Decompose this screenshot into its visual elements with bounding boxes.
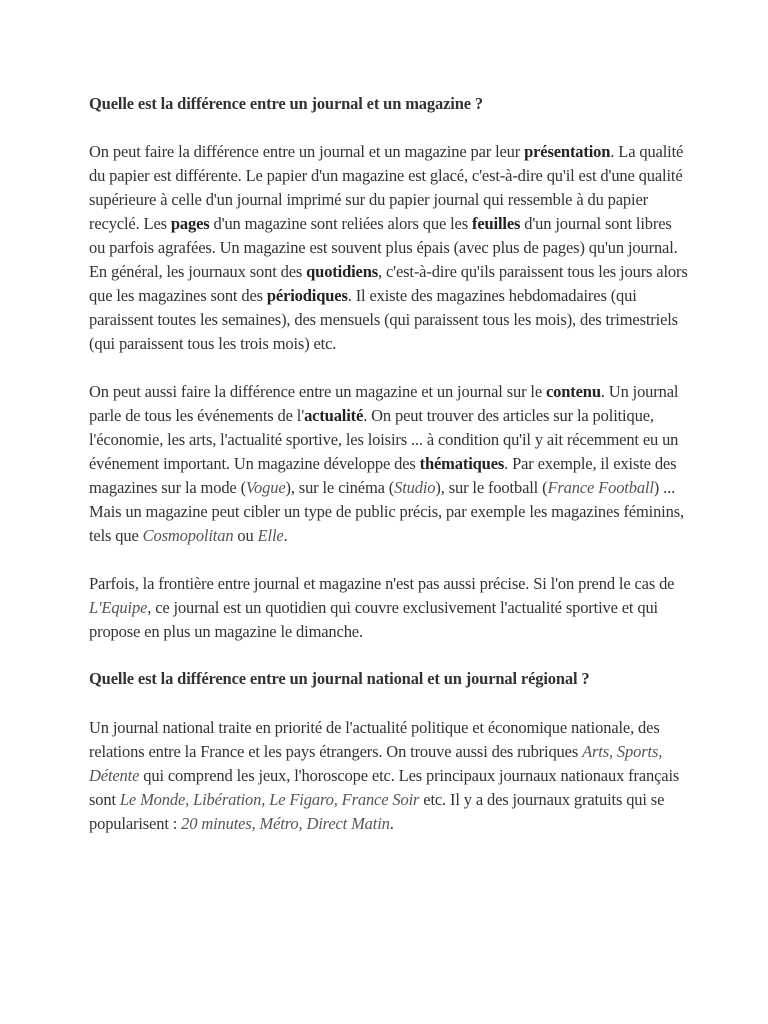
text-run: d'un journal sont libres ou parfois agrafées. Un magazine est souvent plus épais (avec plus de pages) qu'un journal. En général, les journaux sont des	[89, 214, 678, 281]
text-run: .	[389, 814, 394, 833]
text-run: . Il existe des magazines hebdomadaires (qui paraissent toutes les semaines), des mensuels (qui paraissent tous les mois), des trimestriels (qui paraissent tous les trois mois) etc.	[89, 286, 678, 353]
text-run: etc. Il y a des journaux gratuits qui se popularisent :	[89, 790, 665, 833]
italic-title: Studio	[394, 478, 436, 497]
text-run: . On peut trouver des articles sur la politique, l'économie, les arts, l'actualité sportive, les loisirs ... à condition qu'il y ait récemment eu un événement important. Un magazine développe des	[89, 406, 679, 473]
paragraph-journal-national	[89, 716, 689, 836]
italic-title: Elle	[257, 526, 284, 545]
italic-title: France Football	[547, 478, 654, 497]
bold-term: quotidiens	[306, 262, 379, 281]
text-run: . La qualité du papier est différente. Le papier d'un magazine est glacé, c'est-à-dire qu'il est d'une qualité supérieure à celle d'un journal imprimé sur du papier journal qui ressemble à du papier recyclé. Les	[89, 142, 684, 233]
bold-term: périodiques	[266, 286, 348, 305]
text-run: ), sur le cinéma (	[285, 478, 395, 497]
bold-term: feuilles	[471, 214, 521, 233]
text-run: On peut aussi faire la différence entre un magazine et un journal sur le	[89, 382, 546, 401]
text-run: Parfois, la frontière entre journal et magazine n'est pas aussi précise. Si l'on prend le cas de	[89, 574, 675, 593]
heading-national-vs-regional: Quelle est la différence entre un journal national et un journal régional ?	[89, 669, 590, 688]
heading-journal-vs-magazine: Quelle est la différence entre un journal et un magazine ?	[89, 94, 483, 113]
text-run: . Par exemple, il existe des magazines sur la mode (	[89, 454, 677, 497]
paragraph-frontiere	[89, 572, 689, 644]
text-run: ) ... Mais un magazine peut cibler un type de public précis, par exemple les magazines féminins, tels que	[89, 478, 684, 545]
bold-term: thématiques	[419, 454, 505, 473]
text-run: , c'est-à-dire qu'ils paraissent tous les jours alors que les magazines sont des	[89, 262, 688, 305]
bold-term: présentation	[524, 142, 611, 161]
document-body	[89, 92, 689, 836]
text-run: Un journal national traite en priorité de l'actualité politique et économique nationale, des relations entre la France et les pays étrangers. On trouve aussi des rubriques	[89, 718, 660, 761]
italic-title: Cosmopolitan	[142, 526, 234, 545]
paragraph-presentation	[89, 140, 689, 356]
text-run: ou	[233, 526, 258, 545]
italic-title: 20 minutes, Métro, Direct Matin	[181, 814, 390, 833]
text-run: .	[283, 526, 288, 545]
bold-term: actualité	[304, 406, 364, 425]
text-run: , ce journal est un quotidien qui couvre exclusivement l'actualité sportive et qui propose en plus un magazine le dimanche.	[89, 598, 658, 641]
italic-title: Arts, Sports, Détente	[89, 742, 663, 785]
text-run: qui comprend les jeux, l'horoscope etc. Les principaux journaux nationaux français sont	[89, 766, 680, 809]
paragraph-contenu	[89, 380, 689, 548]
text-run: ), sur le football (	[435, 478, 548, 497]
italic-title: Le Monde, Libération, Le Figaro, France Soir	[119, 790, 420, 809]
bold-term: pages	[170, 214, 210, 233]
italic-title: L'Equipe	[89, 598, 148, 617]
text-run: On peut faire la différence entre un journal et un magazine par leur	[89, 142, 525, 161]
text-run: d'un magazine sont reliées alors que les	[209, 214, 472, 233]
italic-title: Vogue	[245, 478, 286, 497]
text-run: . Un journal parle de tous les événements de l'	[89, 382, 679, 425]
bold-term: contenu	[545, 382, 601, 401]
